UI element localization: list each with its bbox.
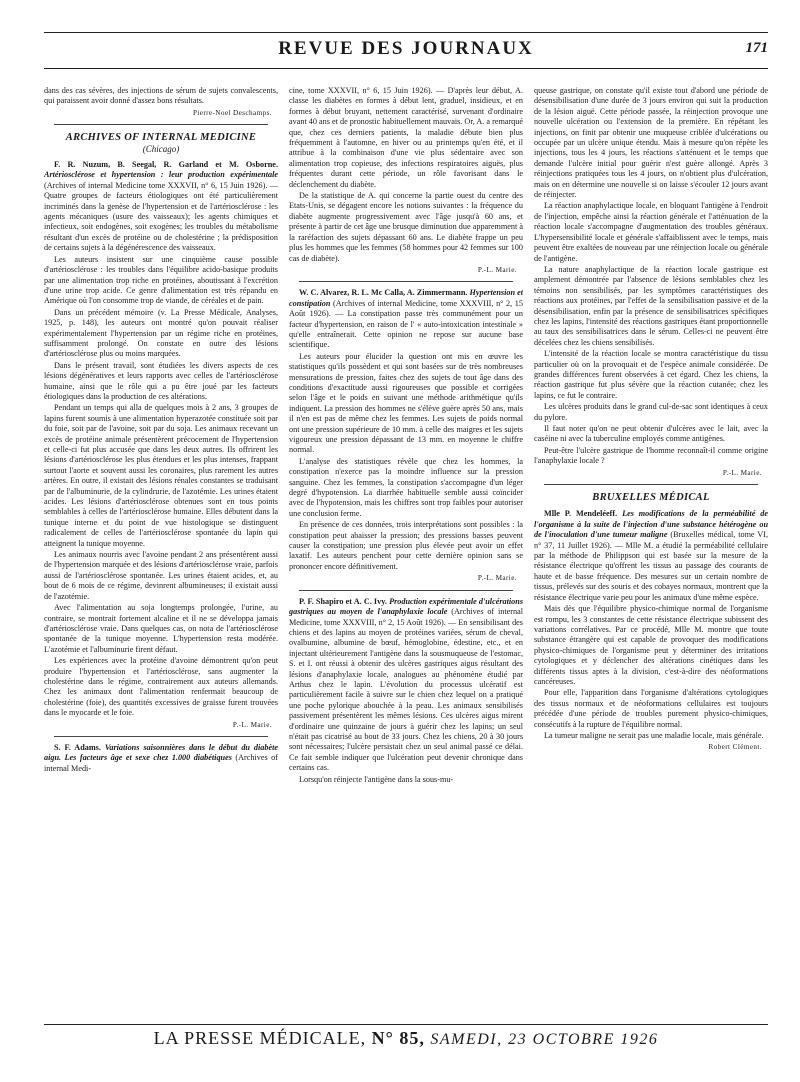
article-authors: P. F. Shapiro et A. C. Ivy. <box>299 596 387 606</box>
page-number: 171 <box>745 40 768 56</box>
article-reference: (Archives of internal Medicine, tome XXXVIII, n° 2, 15 Août 1926). — La constipation passe très communément pour un facteur d'hypertension, en raison de l' « auto-intoxication intestinale » qu'elle entraînerait. Cette opinion ne repose sur aucune base scientifique. <box>289 298 523 350</box>
paragraph: En présence de ces données, trois interprétations sont possibles : la constipation peut abaisser la pression; des pressions basses peuvent causer la constipation; une pression plus élevée peut avoir un effet laxatif. Les auteurs penchent pour cette dernière opinion sans se prononcer encore définitivement. <box>289 520 523 571</box>
section-title: ARCHIVES OF INTERNAL MEDICINE <box>65 132 257 144</box>
paragraph: Les ulcères produits dans le grand cul-de-sac sont identiques à ceux du pylore. <box>534 402 768 422</box>
article-divider <box>299 281 513 282</box>
article-divider <box>299 590 513 591</box>
signature: Pierre-Noel Deschamps. <box>192 108 272 117</box>
article-reference: (Archives of internal Medicine tome XXXVII, n° 6, 15 Juin 1926). — Quatre groupes de facteurs étiologiques ont été particulièrement incriminés dans la genèse de l'hypertension et de l'artériosclérose : les agents mécaniques (usure des vaisseaux); les agents chimiques et infectieux, soit endogènes, soit exogènes; les troubles du métabolisme résultant d'un excès de protéine ou de cholestérine ; la prédisposition de certains sujets à la dégénérescence des vaisseaux. <box>44 180 278 253</box>
paragraph: Peut-être l'ulcère gastrique de l'homme reconnaît-il comme origine l'anaphylaxie locale ? <box>534 445 768 466</box>
section-title: BRUXELLES MÉDICAL <box>592 492 710 504</box>
signature: P.-L. Marie. <box>477 265 517 274</box>
article-authors: W. C. Alvarez, R. L. Mc Calla, A. Zimmermann. <box>299 288 468 298</box>
issue-date: SAMEDI, 23 OCTOBRE 1926 <box>430 1031 659 1048</box>
section-divider <box>544 484 758 485</box>
page-header <box>44 38 768 64</box>
paragraph: De la statistique de A. qui concerne la partie ouest du centre des Etats-Unis, se dégagent encore les notions suivantes : la fréquence du diabète augmente progressivement avec l'âge jusqu'à 60 ans, et présente à partir de cet âge une brusque diminution due apparemment à la raréfaction des sujets dépassant 60 ans. Le diabète frappe un peu plus les hommes que les femmes (58 hommes pour 42 femmes sur 100 cas de diabète). <box>289 191 523 263</box>
paragraph: Les auteurs insistent sur une cinquième cause possible d'artériosclérose : les troubles dans l'équilibre acido-basique produits par une alimentation trop riche en protéines, aboutissant à l'excrétion d'une urine trop acide. Ce genre d'alimentation est très répandu en Amérique où l'on consomme trop de viande, de céréales et de pain. <box>44 254 278 306</box>
paragraph: queuse gastrique, on constate qu'il existe tout d'abord une période de désensibilisation d'une durée de 3 jours environ qui suit la production de la lésion aiguë. Cette période passée, la réinjection provoque une nouvelle ulcération ou l'extension de la première. En répétant les injections, on finit par obtenir une muqueuse criblée d'ulcérations ou occupée par un ulcère unique étendu. Mais à mesure qu'on répète les injections, tous les 4 jours, les réactions s'atténuent et le temps que demande l'ulcère initial pour guérir n'est guère allongé. Après 3 réinjections pratiquées tous les 4 jours, on n'obtient plus d'ulcération, mais on en détermine une nouvelle si on laisse s'écouler 12 jours avant de réinjecter. <box>534 86 768 200</box>
paragraph: Pour elle, l'apparition dans l'organisme d'altérations cytologiques des tissus normaux et de néoformations cellulaires est toujours précédée d'une période de troubles purement physico-chimiques, consécutifs à la rupture de l'équilibre normal. <box>534 688 768 729</box>
paragraph: La tumeur maligne ne serait pas une maladie locale, mais générale. <box>544 730 764 740</box>
article-header <box>289 597 523 774</box>
article-header <box>534 509 768 603</box>
paragraph: Dans le présent travail, sont étudiées les divers aspects de ces lésions dégénératives et leurs rapports avec celles de l'artériosclérose humaine, ainsi que le rôle qui a pu être joué par les facteurs étiologiques dans la production de ces altérations. <box>44 360 278 401</box>
article-authors: S. F. Adams. <box>54 742 101 752</box>
top-rule <box>44 32 768 33</box>
paragraph: La réaction anaphylactique locale, en bloquant l'antigène à l'endroit de l'injection, empêche ainsi la réaction générale et l'atténuation de la réaction locale s'accompagne d'augmentation des troubles généraux. L'hypersensibilité locale et générale s'affaiblissent avec le temps, mais peuvent être exaltées de nouveau par une réinjection locale ou générale de l'antigène. <box>534 201 768 263</box>
paragraph: dans des cas sévères, des injections de sérum de sujets convalescents, qui paraissent avoir donné d'assez bons résultats. <box>44 86 278 106</box>
paragraph: Avec l'alimentation au soja longtemps prolongée, l'urine, au contraire, se montrait fortement alcaline et il ne se développa jamais d'artériosclérose vraie. Dans quelques cas, on nota de l'artériosclérose spontanée de la tunique moyenne. L'hypertension resta modérée. L'azotémie et l'albuminurie firent défaut. <box>44 603 278 654</box>
column-left <box>44 86 278 1021</box>
article-columns <box>44 86 768 1021</box>
paragraph: Les animaux nourris avec l'avoine pendant 2 ans présentèrent aussi de l'hypertension marquée et des lésions d'artériosclérose vraie, parfois aussi de l'artériosclérose spontanée. Les urines étaient acides, et, au bout de 6 mois de ce régime, devinrent albumineuses; il existait aussi de l'azotémie. <box>44 550 278 601</box>
paragraph: Les auteurs pour élucider la question ont mis en œuvre les statistiques qu'ils possèdent et qui sont basées sur de très nombreuses mensurations de pression, faites chez des sujets de tout âge dans des conditions d'exactitude aussi rigoureuses que possible et corrigées selon l'âge et le poids en suivant une méthode arithmétique qu'ils indiquent. La pression des hommes ne s'élève guère après 50 ans, mais il n'en est pas de même chez les femmes. Les sujets de poids normal ont une pression supérieure de 10 mm. à celle des maigres et les sujets vigoureux une pression dépassant de 13 mm. en moyenne le chiffre normal. <box>289 351 523 455</box>
article-authors: Mlle P. Mendeléeff. <box>544 509 618 519</box>
page-footer <box>44 1028 768 1052</box>
paragraph: La nature anaphylactique de la réaction locale gastrique est amplement démontrée par l'absence de lésions semblables chez les témoins non sensibilisés, par les symptômes caractéristiques des réactions aux protéines, par l'effet de la sensibilisation passive et de la désensibilisation, enfin par la présence de sensibilisatrices spécifiques chez les lapins, l'intensité des réactions gastriques étant proportionnelle au taux des sensibilisatrices dans le sérum. Celles-ci ne peuvent être décelées chez les chiens sensibilisés. <box>534 264 768 347</box>
article-title: Artériosclérose et hypertension : leur production expérimentale <box>44 170 278 180</box>
column-middle <box>289 86 523 1021</box>
article-reference: (Archives of internal Medi- <box>44 753 278 773</box>
paragraph: L'analyse des statistiques révèle que chez les hommes, la constipation n'exerce pas la moindre influence sur la pression sanguine. Chez les femmes, la constipation s'accompagne d'un léger degré d'hypotension. La diarrhée habituelle semble aussi coïncider avec de l'hypotension, mais les chiffres sont trop faibles pour autoriser une conclusion ferme. <box>289 456 523 518</box>
paragraph: Pendant un temps qui alla de quelques mois à 2 ans, 3 groupes de lapins furent soumis à une alimentation hyperazotée constituée soit par du foie, soit par de l'avoine, soit par du soja. Les animaux recevant un excès de protéine animale présentèrent précocement de l'hypertension et celle-ci fut plus accusée que dans les deux autres. Ils offrirent les lésions d'artériosclérose les plus étendues et les plus intenses, frappant surtout l'aorte et souvent aussi les coronaires, plus rarement les autres artères. En outre, il existait des lésions rénales constantes se traduisant par de l'albuminurie, de la cylindrurie, de l'azotémie. Les urines étaient acides. Les lésions d'artériosclérose obtenues sont en tous points semblables à celles de l'artériosclérose humaine. Elles débutent dans la tunique interne et du point de vue histologique se distinguent radicalement de celles de l'artériosclérose spontanée du lapin qui atteignent la tunique moyenne. <box>44 403 278 548</box>
running-title: REVUE DES JOURNAUX <box>278 38 534 59</box>
paragraph: Lorsqu'on réinjecte l'antigène dans la sous-mu- <box>299 774 454 784</box>
article-title: Les modifications de la perméabilité de l'organisme à la suite de l'injection d'une substance hétérogène ou de l'inoculation d'une tumeur maligne <box>534 509 768 540</box>
issue-number: N° 85, <box>371 1028 425 1048</box>
header-rule <box>44 68 768 69</box>
section-subtitle: (Chicago) <box>142 143 180 154</box>
paragraph: cine, tome XXXVII, n° 6, 15 Juin 1926). — D'après leur début, A. classe les diabètes en formes à début lent, graduel, insidieux, et en formes à début bruyant, nettement caractérisé, survenant d'ordinaire avant 40 ans et de pronostic habituellement mauvais. Or, A. a remarqué que, chez ces derniers patients, la maladie débute bien plus fréquemment à l'automne, en hiver ou au printemps qu'en été, et il attribue à la combinaison d'une vie plus sédentaire avec son alimentation trop copieuse, des infections respiratoires aiguës, plus fréquentes durant cette période, un rôle favorisant dans le déclenchement du diabète. <box>289 86 523 189</box>
article-header <box>44 743 278 774</box>
article-reference: (Bruxelles médical, tome VI, n° 37, 11 Juillet 1926). — Mlle M. a étudié la perméabilité cellulaire par la méthode de Philippson qui est basée sur la mesure de la résistance électrique qu'offrent les tissus au passage des courants de haute et de basse fréquence. Des mesures sur un certain nombre de tissus, prélevés sur des souris et des cobayes normaux, montrent que la résistance électrique varie peu pour les animaux d'une même espèce. <box>534 530 768 602</box>
signature: P.-L. Marie. <box>722 468 762 477</box>
article-title: Variations saisonnières dans le début du diabète aigu. Les facteurs âge et sexe chez 1.000 diabétiques <box>44 742 278 763</box>
footer-rule <box>44 1024 768 1025</box>
article-header <box>44 160 278 254</box>
paragraph: Mais dès que l'équilibre physico-chimique normal de l'organisme est rompu, les 3 constantes de cette résistance électrique subissent des variations corrélatives. Par ce procédé, Mlle M. montre que toute substance étrangère qui est capable de provoquer des modifications physico-chimiques de l'organisme peut y déterminer des irritations cytologiques et y déclencher des altérations cinétiques dans les différents tissus aptes à la division, c'est-à-dire des néoformations cancéreuses. <box>534 604 768 686</box>
article-title: Production expérimentale d'ulcérations gastriques au moyen de l'anaphylaxie locale <box>289 596 523 617</box>
article-divider <box>54 736 268 737</box>
column-right <box>534 86 768 1021</box>
signature: P.-L. Marie. <box>477 574 517 583</box>
article-header <box>289 288 523 350</box>
paragraph: L'intensité de la réaction locale se montra caractéristique du tissu particulier où on la provoquait et de l'espèce animale considérée. De grandes différences furent observées à cet égard. Chez les chiens, la réaction gastrique fut plus sévère que la réaction cutanée; chez les lapins, ce fut le contraire. <box>534 349 768 400</box>
signature: Robert Clément. <box>708 743 762 752</box>
paragraph: Les expériences avec la protéine d'avoine démontrent qu'on peut produire l'hypertension et l'artériosclérose, sans augmenter la cholestérine dans le régime, contrairement aux auteurs allemands. Chez les animaux dont l'alimentation renfermait beaucoup de cholestérine (foie), des quantités excessives de graisse furent trouvées dans le myocarde et le foie. <box>44 656 278 718</box>
section-divider <box>54 124 268 125</box>
signature: P.-L. Marie. <box>232 720 272 729</box>
article-authors: F. R. Nuzum, B. Seegal, R. Garland et M. Osborne. <box>54 160 278 170</box>
journal-name: LA PRESSE MÉDICALE, <box>153 1028 367 1048</box>
paragraph: Il faut noter qu'on ne peut obtenir d'ulcères avec le lait, avec la caséine ni avec la tuberculine employés comme antigènes. <box>534 424 768 444</box>
article-title: Hypertension et constipation <box>289 288 523 308</box>
article-reference: (Archives of internal Medicine, tome XXXVIII, n° 2, 15 Août 1926). — En sensibilisant des chiens et des lapins au moyen de protéines variées, sérum de cheval, ovalbumine, albumine de bœuf, hémoglobine, édestine, etc., et en injectant ultérieurement l'antigène dans la sousmuqueuse de l'estomac, S. et I. ont réussi à obtenir des ulcères gastriques aigus résultant des lésions d'anaphylaxie locale, analogues au phénomène étudié par Arthus chez le lapin. L'évolution du processus ulcératif est particulièrement facile à suivre sur le chien chez lequel on a pratiqué une poche pylorique abouchée à la peau. Les animaux sensibilisés passivement présentèrent les mêmes lésions. Ces ulcères aigus mirent d'ordinaire une quinzaine de jours à guérir chez les lapins; un seul n'était pas cicatrisé au bout de 33 jours. Chez les chiens, 20 à 30 jours sont nécessaires; l'ulcère persistait chez un seul animal passé ce délai. Ce fait semble indiquer que l'ulcération peut devenir chronique dans certains cas. <box>289 607 523 773</box>
paragraph: Dans un précédent mémoire (v. La Presse Médicale, Analyses, 1925, p. 148), les auteurs ont montré qu'on pouvait réaliser expérimentalement l'hypertension par un régime riche en protéines, suffisamment prolongé. On constate en outre des lésions d'artériosclérose plus ou moins marquées. <box>44 307 278 359</box>
